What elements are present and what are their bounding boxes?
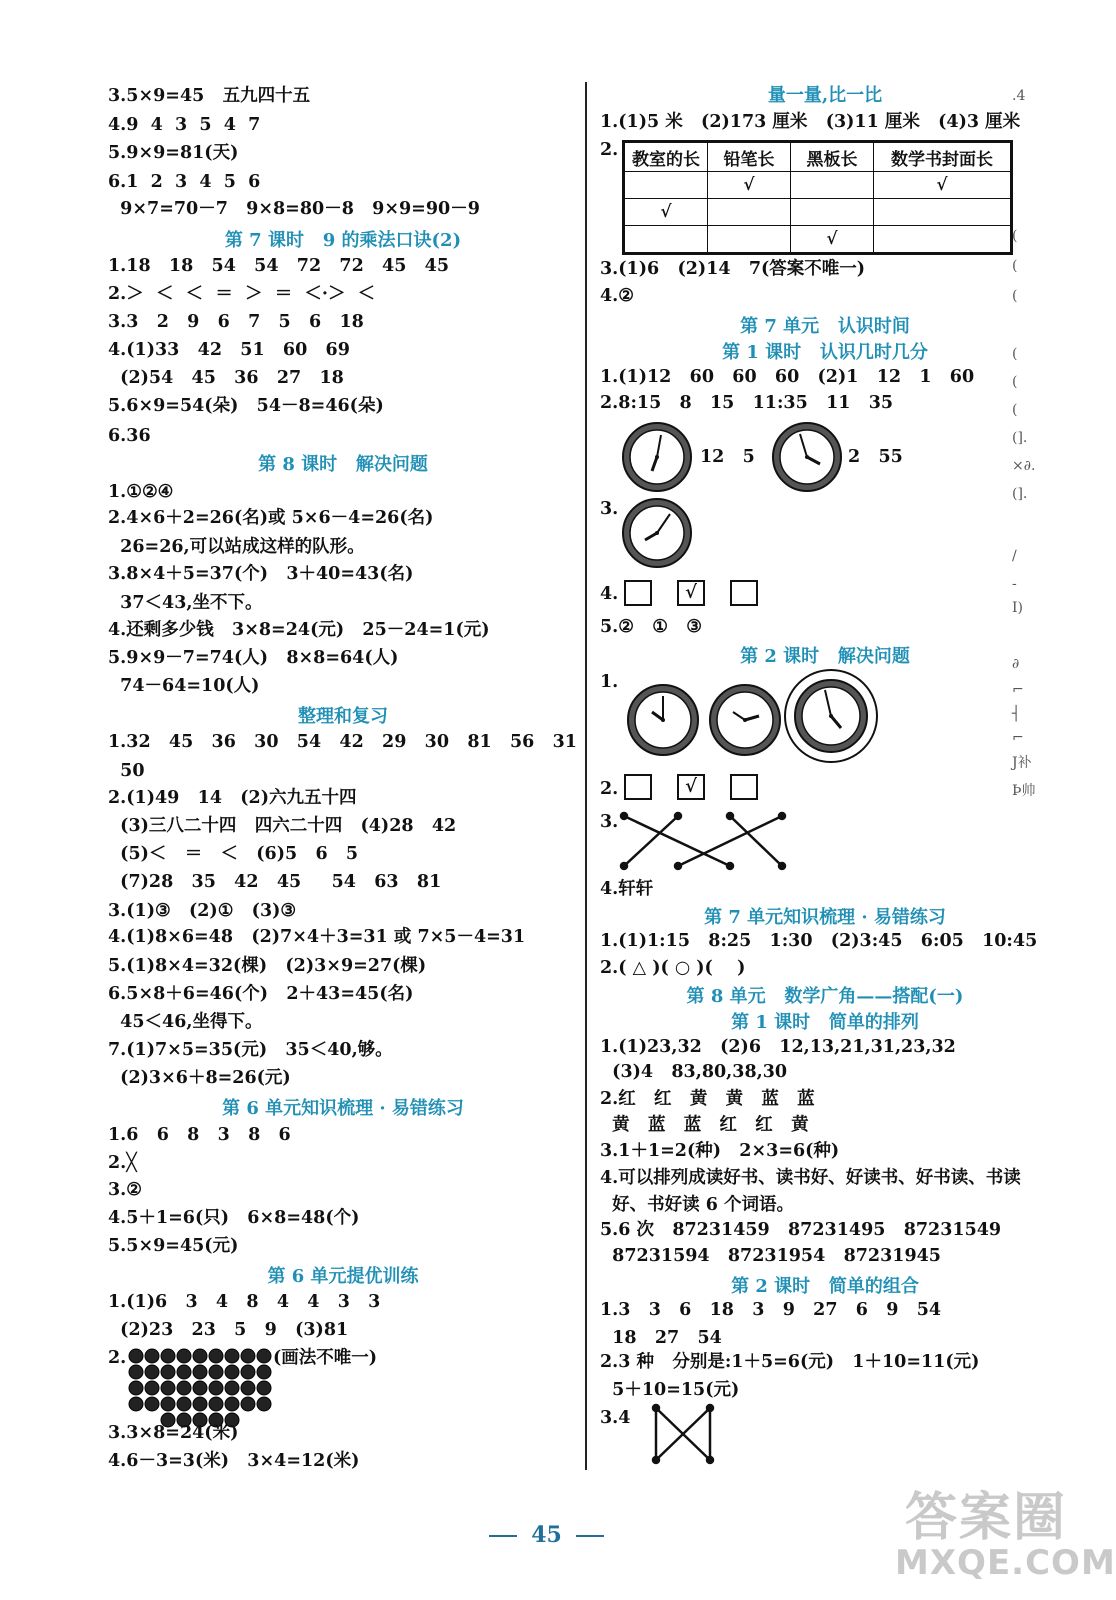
answer-line: 4.5＋1=6(只) 6×8=48(个) — [108, 1208, 360, 1228]
answer-line: 5.6 次 87231459 87231495 87231549 — [600, 1220, 1002, 1240]
answer-line: 1.(1)6 3 4 8 4 4 3 3 — [108, 1292, 381, 1312]
section-heading: 整理和复习 — [298, 706, 388, 727]
answer-line: 3.8×4＋5=37(个) 3＋40=43(名) — [108, 564, 414, 584]
edge-fragment: (]. — [1012, 486, 1028, 502]
answer-line: 4.(1)8×6=48 (2)7×4＋3=31 或 7×5－4=31 — [108, 927, 526, 947]
edge-fragment: Þ帅 — [1012, 783, 1036, 799]
table-cell: √ — [874, 172, 1012, 199]
answer-line: (2)23 23 5 9 (3)81 — [108, 1320, 349, 1340]
answer-line: 4.还剩多少钱 3×8=24(元) 25－24=1(元) — [108, 620, 490, 640]
edge-fragment: ( — [1012, 346, 1018, 362]
answer-line: 4.(1)33 42 51 60 69 — [108, 340, 350, 360]
edge-fragment: ( — [1012, 374, 1018, 390]
matching-lines-figure — [618, 810, 788, 870]
answer-box — [624, 774, 652, 800]
answer-line: 5＋10=15(元) — [600, 1380, 740, 1400]
answer-line: 2. — [108, 1348, 127, 1368]
answer-line: 1.6 6 8 3 8 6 — [108, 1125, 291, 1145]
answer-line: 1. — [600, 672, 619, 692]
section-heading: 第 1 课时 简单的排列 — [731, 1012, 919, 1033]
clock-icon — [625, 682, 701, 758]
answer-line: 50 — [108, 761, 145, 781]
edge-fragment: ∂ — [1012, 656, 1020, 672]
page-number-text: 45 — [531, 1522, 562, 1548]
table-cell — [874, 199, 1012, 226]
edge-fragment: ( — [1012, 258, 1018, 274]
section-heading: 第 8 单元 数学广角——搭配(一) — [686, 986, 964, 1007]
answer-line: 5.② ① ③ — [600, 617, 702, 637]
answer-line: 6.5×8＋6=46(个) 2＋43=45(名) — [108, 984, 414, 1004]
answer-line: 5.9×9－7=74(人) 8×8=64(人) — [108, 648, 399, 668]
page-number-dash — [489, 1535, 517, 1537]
table-cell: √ — [708, 172, 791, 199]
dot-array-figure — [128, 1347, 273, 1431]
answer-line: 26=26,可以站成这样的队形。 — [108, 537, 365, 557]
edge-fragment: ( — [1012, 402, 1018, 418]
answer-line: 74－64=10(人) — [108, 676, 260, 696]
clock-icon — [620, 496, 694, 570]
answer-line: 18 27 54 — [600, 1328, 722, 1348]
answer-line: (3)三八二十四 四六二十四 (4)28 42 — [108, 816, 457, 836]
answer-line: 5.6×9=54(朵) 54－8=46(朵) — [108, 396, 384, 416]
answer-line: 4.可以排列成读好书、读书好、好读书、好书读、书读 — [600, 1168, 1021, 1188]
table-header-cell: 铅笔长 — [708, 142, 791, 172]
edge-fragment: .4 — [1012, 88, 1026, 104]
drawing-note: (画法不唯一) — [273, 1348, 378, 1368]
section-heading: 量一量,比一比 — [767, 85, 883, 106]
table-row — [624, 172, 1012, 199]
answer-box — [624, 580, 652, 606]
answer-line: 4. — [600, 584, 619, 604]
answer-line: 1.(1)5 米 (2)173 厘米 (3)11 厘米 (4)3 厘米 — [600, 112, 1021, 132]
answer-line: (3)4 83,80,38,30 — [600, 1062, 788, 1082]
edge-fragment: (]. — [1012, 430, 1028, 446]
combination-figure — [648, 1402, 718, 1466]
answer-line: 黄 蓝 蓝 红 红 黄 — [600, 1115, 809, 1135]
edge-fragment: ⌐ — [1012, 682, 1024, 698]
answer-line: 2.3 种 分别是:1＋5=6(元) 1＋10=11(元) — [600, 1352, 980, 1372]
answer-line: 1.18 18 54 54 72 72 45 45 — [108, 256, 450, 276]
table-row — [624, 199, 1012, 226]
answer-line: 1.(1)23,32 (2)6 12,13,21,31,23,32 — [600, 1037, 956, 1057]
table-cell — [624, 226, 708, 254]
watermark-url: MXQE.COM — [895, 1543, 1116, 1583]
answer-line: 3.(1)6 (2)14 7(答案不唯一) — [600, 259, 866, 279]
edge-fragment: - — [1012, 576, 1017, 592]
answer-line: 4.② — [600, 286, 634, 306]
section-heading: 第 6 单元提优训练 — [267, 1266, 419, 1287]
column-divider — [585, 82, 587, 1470]
answer-line: 1.①②④ — [108, 482, 174, 502]
answer-line: 2.＞ ＜ ＜ ＝ ＞ ＝ ＜·＞ ＜ — [108, 284, 376, 304]
table-cell — [791, 199, 874, 226]
clock-icon — [620, 420, 694, 494]
clock-answer: 2 55 — [848, 447, 903, 467]
section-heading: 第 2 课时 简单的组合 — [731, 1276, 919, 1297]
answer-line: (5)＜ ＝ ＜ (6)5 6 5 — [108, 844, 359, 864]
answer-line: 3. — [600, 499, 619, 519]
clock-answer: 12 5 — [700, 447, 755, 467]
edge-fragment: ∕ — [1012, 548, 1017, 564]
answer-line: 45＜46,坐得下。 — [108, 1012, 263, 1032]
answer-line: 1.3 3 6 18 3 9 27 6 9 54 — [600, 1300, 942, 1320]
section-heading: 第 6 单元知识梳理 · 易错练习 — [222, 1098, 464, 1119]
answer-line: 1.(1)1:15 8:25 1:30 (2)3:45 6:05 10:45 — [600, 931, 1038, 951]
answer-line: 1.(1)12 60 60 60 (2)1 12 1 60 — [600, 367, 975, 387]
answer-line: 3.1＋1=2(种) 2×3=6(种) — [600, 1141, 840, 1161]
answer-line: 5.9×9=81(天) — [108, 143, 239, 163]
answer-line: 2.╳ — [108, 1153, 137, 1173]
answer-line: 1.32 45 36 30 54 42 29 30 81 56 31 — [108, 732, 577, 752]
answer-line: 37＜43,坐不下。 — [108, 593, 263, 613]
answer-line: 好、书好读 6 个词语。 — [600, 1195, 795, 1215]
table-cell: √ — [624, 199, 708, 226]
page-number-dash — [576, 1535, 604, 1537]
answer-box: √ — [677, 580, 705, 606]
table-cell — [791, 172, 874, 199]
answer-line: 3.3×8=24(米) — [108, 1423, 239, 1443]
edge-fragment: I) — [1012, 600, 1023, 616]
answer-line: 5.(1)8×4=32(棵) (2)3×9=27(棵) — [108, 956, 427, 976]
section-heading: 第 7 单元知识梳理 · 易错练习 — [704, 907, 946, 928]
answer-line: 2.(1)49 14 (2)六九五十四 — [108, 788, 357, 808]
table-header-cell: 教室的长 — [624, 142, 708, 172]
edge-fragment: J补 — [1012, 755, 1032, 771]
clock-icon — [770, 420, 844, 494]
section-heading: 第 7 课时 9 的乘法口诀(2) — [224, 230, 462, 251]
answer-line: (2)54 45 36 27 18 — [108, 368, 344, 388]
watermark-logo — [895, 1475, 1116, 1590]
answer-line: 2. — [600, 140, 619, 160]
answer-line: 7.(1)7×5=35(元) 35＜40,够。 — [108, 1040, 393, 1060]
answer-line: 3.5×9=45 五九四十五 — [108, 86, 311, 106]
section-heading: 第 8 课时 解决问题 — [258, 454, 428, 475]
table-cell — [708, 226, 791, 254]
answer-line: 2.4×6＋2=26(名)或 5×6－4=26(名) — [108, 508, 434, 528]
answer-line: 4.6－3=3(米) 3×4=12(米) — [108, 1451, 360, 1471]
answer-line: 2.红 红 黄 黄 蓝 蓝 — [600, 1089, 815, 1109]
answer-line: 2.8:15 8 15 11:35 11 35 — [600, 393, 894, 413]
table-header-cell: 黑板长 — [791, 142, 874, 172]
edge-fragment: ⌐ — [1012, 730, 1024, 746]
table-cell — [624, 172, 708, 199]
answer-line: 6.1 2 3 4 5 6 — [108, 172, 261, 192]
answer-line: 2. — [600, 779, 619, 799]
answer-line: 3. — [600, 812, 619, 832]
answer-line: 4.轩轩 — [600, 879, 654, 899]
answer-line: 5.5×9=45(元) — [108, 1236, 239, 1256]
table-row — [624, 226, 1012, 254]
watermark-text: 答案圈 — [905, 1488, 1068, 1548]
answer-line: 6.36 — [108, 426, 151, 446]
table-cell: √ — [791, 226, 874, 254]
answer-line: 3.3 2 9 6 7 5 6 18 — [108, 312, 364, 332]
edge-fragment: ( — [1012, 288, 1018, 304]
answer-line: 4.9 4 3 5 4 7 — [108, 115, 261, 135]
section-heading: 第 1 课时 认识几时几分 — [722, 342, 928, 363]
answer-box: √ — [677, 774, 705, 800]
edge-fragment: ×∂. — [1012, 458, 1036, 474]
answer-line: 3.② — [108, 1180, 142, 1200]
answer-line: 9×7=70－7 9×8=80－8 9×9=90－9 — [108, 199, 480, 219]
table-cell — [708, 199, 791, 226]
edge-fragment: ( — [1012, 228, 1018, 244]
table-cell — [874, 226, 1012, 254]
answer-line: 2.( △ )( ○ )( ) — [600, 958, 746, 978]
table-header-row — [624, 142, 1012, 172]
clock-icon — [707, 682, 783, 758]
table-header-cell: 数学书封面长 — [874, 142, 1012, 172]
section-heading: 第 2 课时 解决问题 — [740, 646, 910, 667]
section-heading: 第 7 单元 认识时间 — [740, 316, 910, 337]
answer-line: 3.4 — [600, 1408, 631, 1428]
answer-line: (2)3×6＋8=26(元) — [108, 1068, 291, 1088]
edge-fragment: ┤ — [1012, 706, 1021, 722]
answer-line: 3.(1)③ (2)① (3)③ — [108, 901, 297, 921]
length-table — [622, 140, 1013, 255]
answer-line: 87231594 87231954 87231945 — [600, 1246, 941, 1266]
clock-icon — [783, 668, 879, 764]
answer-box — [730, 580, 758, 606]
answer-line: (7)28 35 42 45 54 63 81 — [108, 872, 442, 892]
answer-box — [730, 774, 758, 800]
